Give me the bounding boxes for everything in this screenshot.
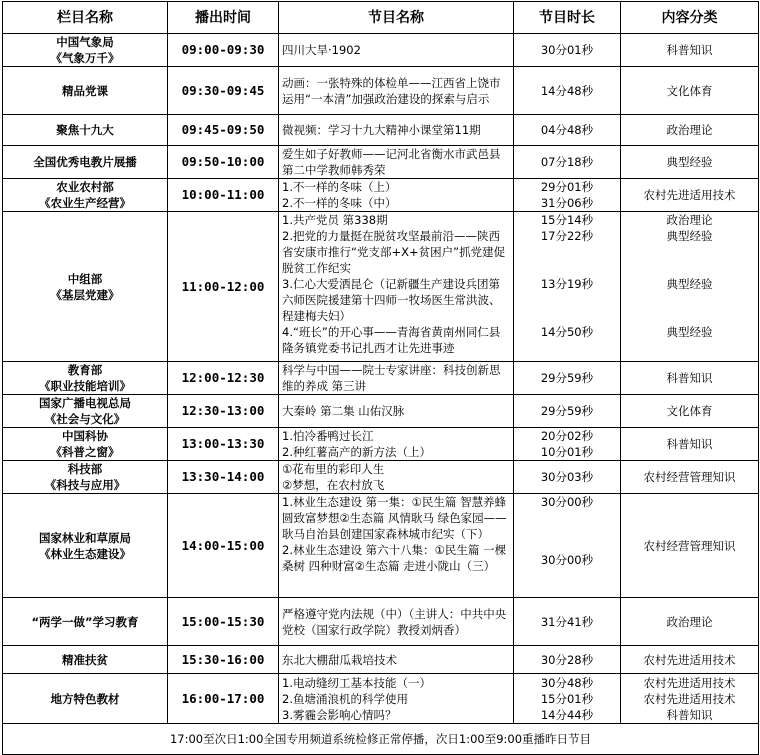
- category-cell: 科普知识: [621, 362, 759, 395]
- program-cell: 1.林业生态建设 第一集：①民生篇 智慧养蜂 圆致富梦想②生态篇 风情耿马 绿色家园——耿马自治县创建国家森林城市纪实（下） 2.林业生态建设 第六十八集：①民生篇 一棵桑树 四种财富②生态篇 走进小陇山（三）: [279, 494, 514, 598]
- air-time-cell: 09:00-09:30: [168, 34, 279, 67]
- duration-cell: 30分03秒: [514, 461, 621, 494]
- duration-cell: 30分00秒 30分00秒: [514, 494, 621, 598]
- air-time-cell: 10:00-11:00: [168, 179, 279, 212]
- air-time-cell: 13:30-14:00: [168, 461, 279, 494]
- duration-cell: 29分01秒 31分06秒: [514, 179, 621, 212]
- header-duration: 节目时长: [514, 2, 621, 34]
- program-cell: 1.电动缝纫工基本技能（一） 2.鱼塘涌浪机的科学使用 3.雾霾会影响心情吗？: [279, 674, 514, 724]
- air-time-cell: 15:00-15:30: [168, 598, 279, 646]
- table-row: [3, 461, 759, 494]
- table-row: [3, 179, 759, 212]
- header-air-time: 播出时间: [168, 2, 279, 34]
- air-time-cell: 13:00-13:30: [168, 428, 279, 461]
- air-time-cell: 14:00-15:00: [168, 494, 279, 598]
- program-cell: 大秦岭 第二集 山佑汉脉: [279, 395, 514, 428]
- table-row: [3, 34, 759, 67]
- duration-cell: 29分59秒: [514, 362, 621, 395]
- duration-cell: 30分01秒: [514, 34, 621, 67]
- table-row: [3, 646, 759, 674]
- program-cell: 1.共产党员 第338期 2.把党的力量挺在脱贫攻坚最前沿——陕西省安康市推行“党支部+X+贫困户”抓党建促脱贫工作纪实 3.仁心大爱洒昆仑（记新疆生产建设兵团第六师医院援建第十四师一牧场医生常洪波、程建梅夫妇） 4.“班长”的开心事——青海省黄南州同仁县隆务镇党委书记扎西才让先进事迹: [279, 212, 514, 362]
- column-name-cell: “两学一做”学习教育: [3, 598, 168, 646]
- category-cell: 科普知识: [621, 428, 759, 461]
- table-row: [3, 115, 759, 146]
- program-cell: 1.不一样的冬味（上） 2.不一样的冬味（中）: [279, 179, 514, 212]
- table-row: [3, 598, 759, 646]
- footer-row: [3, 724, 759, 755]
- category-cell: 政治理论: [621, 598, 759, 646]
- column-name-cell: 中组部 《基层党建》: [3, 212, 168, 362]
- column-name-cell: 地方特色教材: [3, 674, 168, 724]
- table-row: [3, 212, 759, 362]
- table-row: [3, 428, 759, 461]
- table-row: [3, 395, 759, 428]
- program-cell: 爱生如子好教师——记河北省衡水市武邑县第二中学教师韩秀荣: [279, 146, 514, 179]
- program-cell: 严格遵守党内法规（中）（主讲人：中共中央党校（国家行政学院）教授刘炳香）: [279, 598, 514, 646]
- air-time-cell: 12:30-13:00: [168, 395, 279, 428]
- category-cell: 农村经营管理知识: [621, 461, 759, 494]
- air-time-cell: 09:45-09:50: [168, 115, 279, 146]
- column-name-cell: 国家林业和草原局 《林业生态建设》: [3, 494, 168, 598]
- air-time-cell: 15:30-16:00: [168, 646, 279, 674]
- program-cell: 1.怕冷番鸭过长江 2.种红薯高产的新方法（上）: [279, 428, 514, 461]
- category-cell: 政治理论: [621, 115, 759, 146]
- footer-note: 17:00至次日1:00全国专用频道系统检修正常停播，次日1:00至9:00重播昨日节目: [3, 724, 759, 755]
- duration-cell: 04分48秒: [514, 115, 621, 146]
- air-time-cell: 09:50-10:00: [168, 146, 279, 179]
- column-name-cell: 国家广播电视总局 《社会与文化》: [3, 395, 168, 428]
- air-time-cell: 09:30-09:45: [168, 67, 279, 115]
- column-name-cell: 中国气象局 《气象万千》: [3, 34, 168, 67]
- air-time-cell: 12:00-12:30: [168, 362, 279, 395]
- schedule-table: [2, 1, 759, 755]
- header-row: [3, 2, 759, 34]
- column-name-cell: 全国优秀电教片展播: [3, 146, 168, 179]
- column-name-cell: 科技部 《科技与应用》: [3, 461, 168, 494]
- duration-cell: 30分48秒 15分01秒 14分44秒: [514, 674, 621, 724]
- category-cell: 典型经验: [621, 146, 759, 179]
- program-cell: 微视频：学习十九大精神小课堂第11期: [279, 115, 514, 146]
- table-row: [3, 674, 759, 724]
- table-row: [3, 67, 759, 115]
- duration-cell: 15分14秒 17分22秒 13分19秒 14分50秒: [514, 212, 621, 362]
- column-name-cell: 聚焦十九大: [3, 115, 168, 146]
- column-name-cell: 精准扶贫: [3, 646, 168, 674]
- category-cell: 政治理论 典型经验 典型经验 典型经验: [621, 212, 759, 362]
- duration-cell: 07分18秒: [514, 146, 621, 179]
- header-category: 内容分类: [621, 2, 759, 34]
- air-time-cell: 16:00-17:00: [168, 674, 279, 724]
- program-cell: 东北大棚甜瓜栽培技术: [279, 646, 514, 674]
- program-cell: ①花布里的彩印人生 ②梦想，在农村放飞: [279, 461, 514, 494]
- duration-cell: 30分28秒: [514, 646, 621, 674]
- column-name-cell: 农业农村部 《农业生产经营》: [3, 179, 168, 212]
- duration-cell: 20分02秒 10分01秒: [514, 428, 621, 461]
- column-name-cell: 精品党课: [3, 67, 168, 115]
- table-row: [3, 362, 759, 395]
- duration-cell: 31分41秒: [514, 598, 621, 646]
- program-cell: 动画：一张特殊的体检单——江西省上饶市运用“一本清”加强政治建设的探索与启示: [279, 67, 514, 115]
- column-name-cell: 中国科协 《科普之窗》: [3, 428, 168, 461]
- duration-cell: 14分48秒: [514, 67, 621, 115]
- column-name-cell: 教育部 《职业技能培训》: [3, 362, 168, 395]
- header-column-name: 栏目名称: [3, 2, 168, 34]
- table-row: [3, 146, 759, 179]
- category-cell: 科普知识: [621, 34, 759, 67]
- category-cell: 农村先进适用技术 农村先进适用技术 科普知识: [621, 674, 759, 724]
- category-cell: 文化体育: [621, 395, 759, 428]
- category-cell: 农村先进适用技术: [621, 646, 759, 674]
- table-row: [3, 494, 759, 598]
- program-cell: 四川大旱·1902: [279, 34, 514, 67]
- duration-cell: 29分59秒: [514, 395, 621, 428]
- category-cell: 农村经营管理知识: [621, 494, 759, 598]
- category-cell: 农村先进适用技术: [621, 179, 759, 212]
- category-cell: 文化体育: [621, 67, 759, 115]
- air-time-cell: 11:00-12:00: [168, 212, 279, 362]
- program-cell: 科学与中国——院士专家讲座：科技创新思维的养成 第三讲: [279, 362, 514, 395]
- header-program-name: 节目名称: [279, 2, 514, 34]
